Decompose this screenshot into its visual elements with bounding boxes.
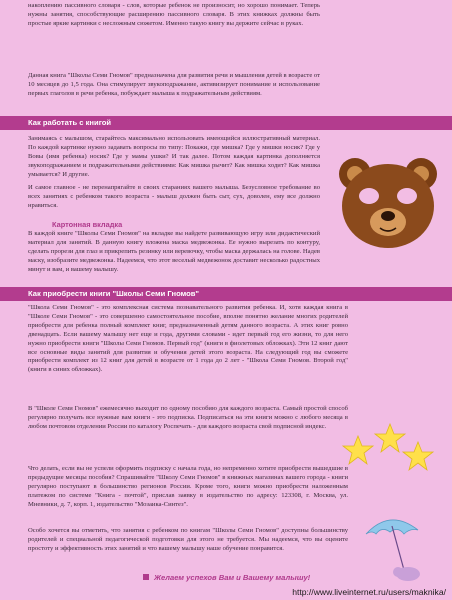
intro-paragraph-1: накоплению пассивного словаря - слов, которые ребенок не произносит, но хорошо понимает. Теперь нужны занятия, способствующие расширению пассивного словаря. В этих книжках должны быть простые яркие картинки с несложным сюжетом. Именно такую книгу вы держите сейчас в руках. xyxy=(28,2,320,27)
subheading-cardboard-insert: Картонная вкладка xyxy=(52,220,123,229)
section1-paragraph-3: В каждой книге "Школы Семи Гномов" на вкладке вы найдете развивающую игру или дидактический материал для занятий. В данную книгу вложена маска медвежонка. Ее нужно вырезать по контуру, сделать прорези для глаз и прикрепить резинку или веревочку, чтобы маска держалась на голове. Надев маску, изобразите медвежонка. Надеемся, что этот веселый медвежонок доставит несколько радостных минут и вам, и вашему малышу. xyxy=(28,230,320,273)
square-bullet-icon xyxy=(143,574,149,580)
watermark-url: http://www.liveinternet.ru/users/maknika/ xyxy=(292,587,446,597)
section1-paragraph-1: Занимаясь с малышом, старайтесь максимально использовать имеющийся иллюстративный материал. По каждой картинке нужно задавать вопросы по типу: Покажи, где мишка? Где у мишки носик? Где у Вовы (имя ребенка) носик? Где у мамы ушки? И так далее. Потом каждая картинка дополняется звукоподражанием и подражательными действиями: Как мишка рычит? Как мишка ходит? Как мишка умывается? И другие. xyxy=(28,135,320,178)
section2-paragraph-4: Особо хочется вы отметить, что занятия с ребенком по книгам "Школы Семи Гномов" доступны большинству родителей и специальной педагогической подготовки для этого не требуется. Мы надеемся, что вы оцените простоту и эффективность этих занятий и что вашему малышу наше обучение понравится. xyxy=(28,527,348,552)
section2-paragraph-3: Что делать, если вы не успели оформить подписку с начала года, но непременно хотите приобрести вышедшие в предыдущие месяцы пособия? Спрашивайте "Школу Семи Гномов" в книжных магазинах вашего города - книги регулярно поступают в большинство регионов России. Кроме того, книги можно приобрести наложенным платежом по системе "Книга - почтой", прислав заявку в издательство по адресу: 123308, г. Москва, ул. Мневники, д. 7, корп. 1, издательство "Мозаика-Синтез". xyxy=(28,465,348,508)
closing-text: Желаем успехов Вам и Вашему малышу! xyxy=(154,573,311,582)
umbrella-elephant-icon xyxy=(360,512,430,584)
section-header-how-to-work xyxy=(0,116,452,130)
section-header-how-to-buy xyxy=(0,287,452,301)
closing-wish xyxy=(143,573,310,582)
section1-paragraph-2: И самое главное - не перенапрягайте в своих стараниях вашего малыша. Безусловное требование во всех занятиях с ребенком такого возраста - малыш должен быть сыт, сух, доволен, ему все должно нравиться. xyxy=(28,184,320,209)
bear-mask-image xyxy=(333,152,443,252)
stars-decoration-icon xyxy=(338,422,438,482)
intro-paragraph-2: Данная книга "Школы Семи Гномов" предназначена для развития речи и мышления детей в возрасте от 10 месяцев до 1,5 года. Она стимулирует звукоподражание, активизирует понимание и использование первых глаголов в речи ребенка, побуждает малыша к подражательным действиям. xyxy=(28,72,320,97)
section2-paragraph-2: В "Школе Семи Гномов" ежемесячно выходит по одному пособию для каждого возраста. Самый простой способ регулярно получать все нужные вам книги - это подписка. Подписаться на эти книги можно с любого месяца в любом почтовом отделении России по каталогу Роспечать - для каждого возраста свой подписной индекс. xyxy=(28,405,348,430)
section-title: Как работать с книгой xyxy=(28,118,112,127)
section2-paragraph-1: "Школа Семи Гномов" - это комплексная система познавательного развития ребенка. И, хотя каждая книга в "Школе Семи Гномов" - это совершенно самостоятельное пособие, вполне понятно желание многих родителей приобрести для ребенка полный комплект книг, предназначенный детям данного возраста. А этих книг ровно двенадцать. Если вашему малышу нет еще и года, другими словами - идет первый год его жизни, то для него нужно приобрести книги "Школы Семи Гномов. Первый год" (книги в фиолетовых обложках). Эти 12 книг дают все основные виды занятий для развития и обучения детей этого возраста. На следующий год вы сможете приобрести комплект из 12 книг для детей в возрасте от 1 года до 2 лет - "Школа Семи Гномов. Второй год" (книги в синих обложках). xyxy=(28,304,348,374)
section-title: Как приобрести книги "Школы Семи Гномов" xyxy=(28,289,200,298)
